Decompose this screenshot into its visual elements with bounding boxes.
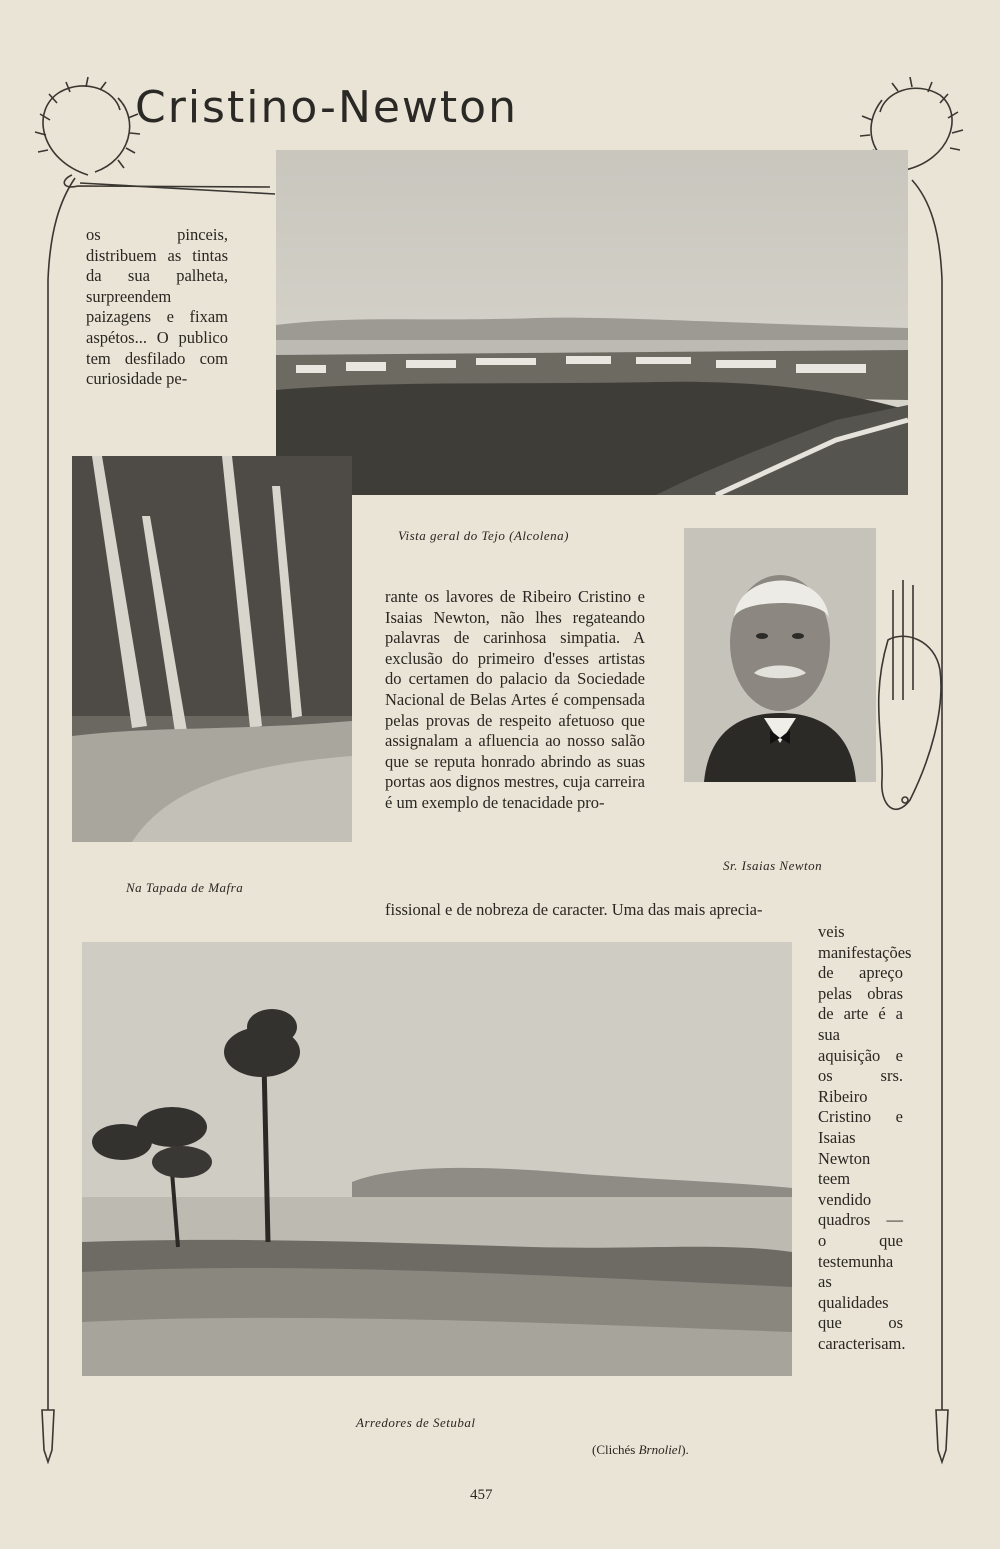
text-top-left xyxy=(86,225,228,390)
article-title: Cristino-Newton xyxy=(135,82,518,133)
photo-arredores-setubal xyxy=(82,942,792,1376)
page-number: 457 xyxy=(470,1487,493,1503)
credits-suffix: ). xyxy=(681,1442,689,1457)
caption-newton: Sr. Isaias Newton xyxy=(723,858,823,873)
photo-tapada-mafra xyxy=(72,456,352,842)
caption-setubal: Arredores de Setubal xyxy=(356,1415,476,1430)
paragraph-full-line: fissional e de nobreza de caracter. Uma das mais aprecia- xyxy=(385,900,763,919)
photo-portrait-newton xyxy=(684,528,876,782)
text-full-line xyxy=(385,900,905,921)
palette-brushes-ornament xyxy=(879,580,941,809)
paragraph-top-left: os pinceis, distribuem as tintas da sua palheta, surpreendem paizagens e fixam aspétos... O publico tem desfilado com curiosidade pe- xyxy=(86,225,228,389)
text-middle xyxy=(385,587,645,814)
text-right-column xyxy=(818,922,912,1354)
photo-credits xyxy=(592,1442,689,1458)
credits-prefix: (Clichés xyxy=(592,1442,639,1457)
caption-mafra: Na Tapada de Mafra xyxy=(126,880,244,895)
caption-tejo: Vista geral do Tejo (Alcolena) xyxy=(398,528,569,543)
paragraph-right-column: veis manifestações de apreço pelas obras de arte é a sua aquisição e os srs. Ribeiro Cristino e Isaias Newton teem vendido quadros — o que testemunha as qualidades que os caracterisam. xyxy=(818,922,912,1353)
credits-name: Brnoliel xyxy=(638,1442,682,1457)
paragraph-middle: rante os lavores de Ribeiro Cristino e Isaias Newton, não lhes regateando palavras de carinhosa simpatia. A exclusão do primeiro d'esses artistas do certamen do palacio da Sociedade Nacional de Belas Artes é compensada pelas provas de respeito afetuoso que assignalam a afluencia ao nosso salão que se reputa honrado abrindo as suas portas aos dignos mestres, cuja carreira é um exemplo de tenacidade pro- xyxy=(385,587,645,812)
photo-vista-tejo xyxy=(276,150,908,495)
